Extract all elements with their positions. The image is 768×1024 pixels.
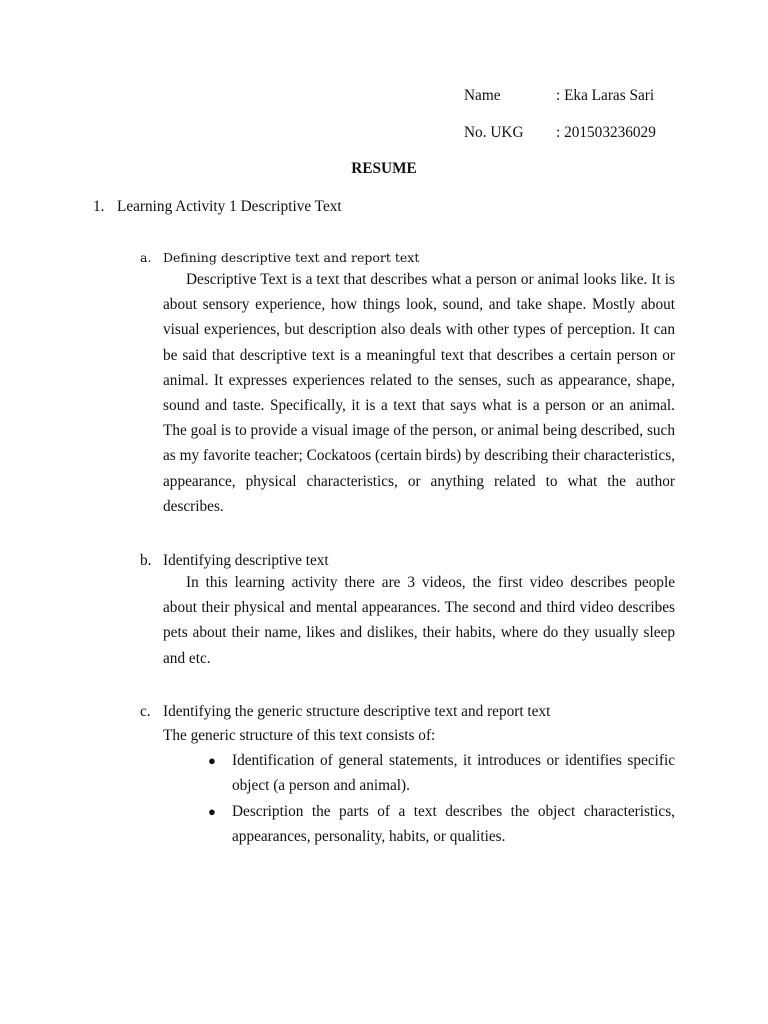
bullet-icon: ● bbox=[208, 753, 216, 769]
subsection-heading bbox=[140, 552, 675, 570]
section-heading bbox=[93, 198, 342, 216]
subsection-title: Identifying the generic structure descriptive text and report text bbox=[163, 703, 551, 720]
subsection-b bbox=[140, 552, 675, 671]
ukg-value: : 201503236029 bbox=[556, 124, 656, 141]
name-label: Name bbox=[464, 87, 501, 104]
document-title: RESUME bbox=[351, 160, 417, 177]
subsection-a bbox=[140, 250, 675, 519]
subsection-title: Identifying descriptive text bbox=[163, 552, 329, 569]
name-value: : Eka Laras Sari bbox=[556, 87, 655, 104]
subsection-paragraph: In this learning activity there are 3 videos, the first video describes people about their physical and mental appearances. The second and third video describes pets about their name, likes and dislikes, their habits, where do they usually sleep and etc. bbox=[163, 574, 675, 667]
subsection-letter: c. bbox=[140, 703, 151, 720]
section-title: Learning Activity 1 Descriptive Text bbox=[117, 198, 342, 215]
ukg-label: No. UKG bbox=[464, 124, 524, 141]
bullet-icon: ● bbox=[208, 803, 216, 819]
list-item-text: Description the parts of a text describes the object characteristics, appearances, personality, habits, or qualities. bbox=[232, 802, 675, 845]
subsection-heading bbox=[140, 703, 675, 721]
structure-intro: The generic structure of this text consists of: bbox=[163, 727, 436, 744]
subsection-letter: b. bbox=[140, 552, 152, 569]
subsection-c bbox=[140, 703, 675, 849]
subsection-title: Defining descriptive text and report text bbox=[163, 250, 420, 265]
subsection-letter: a. bbox=[140, 250, 152, 265]
list-item-text: Identification of general statements, it introduces or identifies specific object (a person and animal). bbox=[232, 752, 675, 795]
structure-list bbox=[140, 748, 675, 849]
list-item bbox=[208, 799, 675, 849]
subsection-heading bbox=[140, 250, 675, 265]
subsection-paragraph: Descriptive Text is a text that describes what a person or animal looks like. It is about sensory experience, how things look, sound, and take shape. Mostly about visual experiences, but description also deals with other types of perception. It can be said that descriptive text is a meaningful text that describes a certain person or animal. It expresses experiences related to the senses, such as appearance, shape, sound and taste. Specifically, it is a text that says what is a person or an animal. The goal is to provide a visual image of the person, or animal being described, such as my favorite teacher; Cockatoos (certain birds) by describing their characteristics, appearance, physical characteristics, or anything related to what the author describes. bbox=[163, 271, 675, 515]
section-number: 1. bbox=[93, 198, 105, 215]
list-item bbox=[208, 748, 675, 798]
